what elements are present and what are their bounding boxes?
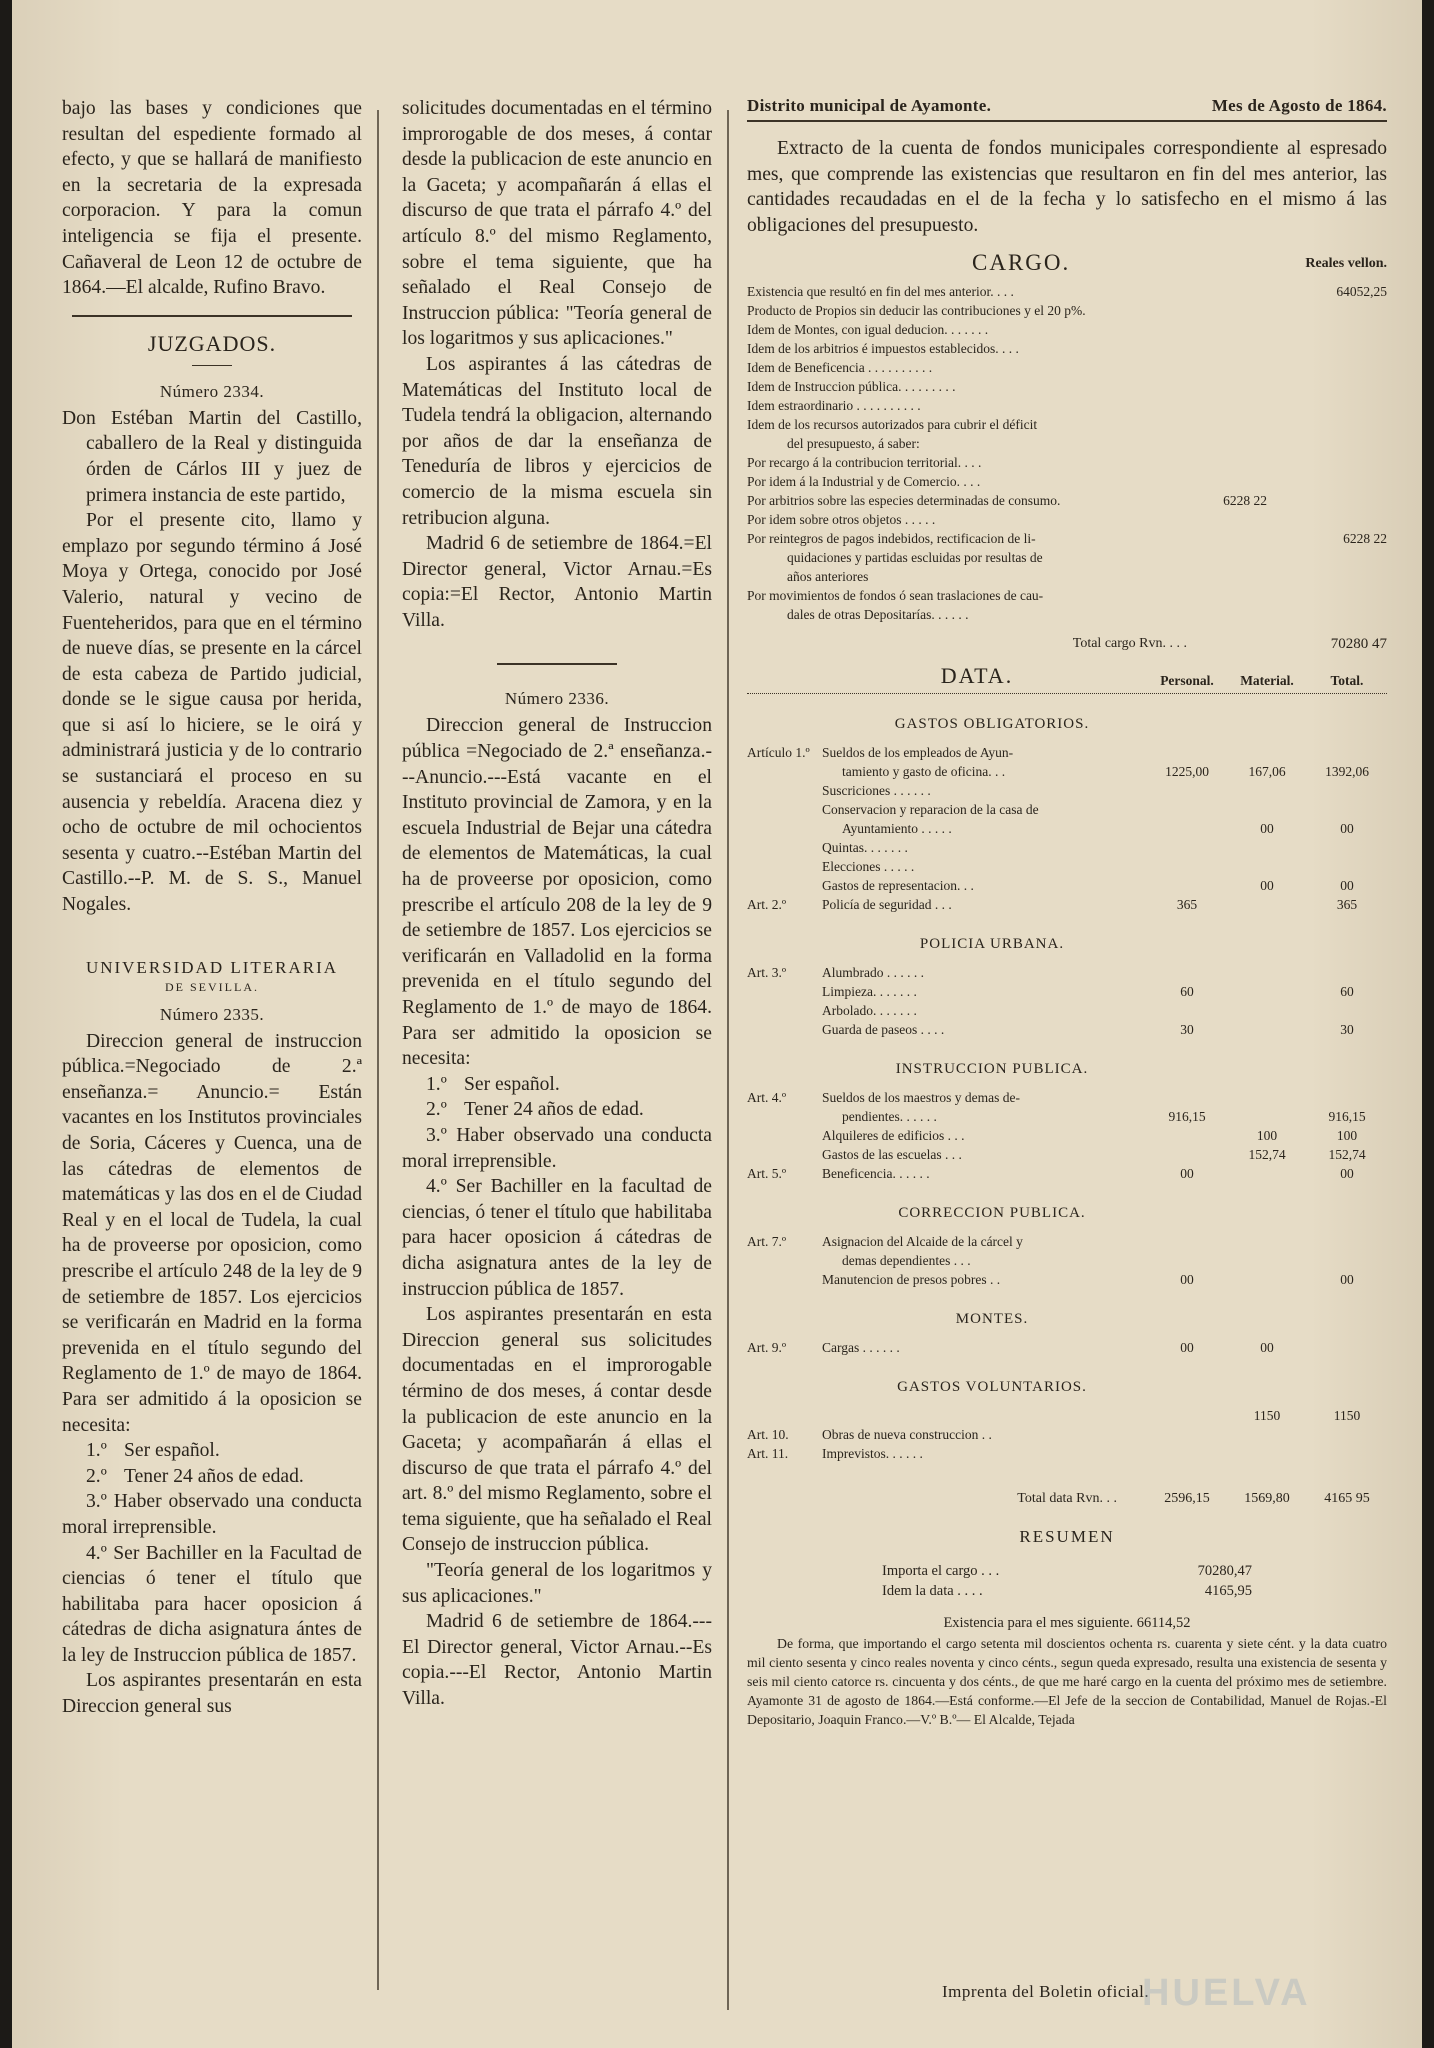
total-personal: 2596,15 [1164,1491,1210,1507]
cargo-row: dales de otras Depositarías. . . . . . [787,607,969,623]
cargo-row: Idem estraordinario . . . . . . . . . . [747,398,921,414]
data-row: Limpieza. . . . . . . 60 60 [822,984,1354,1000]
currency-label: Reales vellon. [1305,256,1387,272]
requirement: 2.º Tener 24 años de edad. [86,1465,304,1487]
requirement: 2.º Tener 24 años de edad. [426,1099,644,1121]
continuation-text: solicitudes documentadas en el término improrogable de dos meses, á contar desde la publicacion de este anuncio en la Gaceta; y acompañarán á ellas el discurso de que trata el párrafo 4.º del artículo 8.º del mismo Reglamento, sobre el tema siguiente, que ha señalado el Real Consejo de Instruccion pública: "Teoría general de los logaritmos y sus aplicaciones." [402,98,712,350]
column-3-accounts [747,96,1387,1729]
total-value: 70280 47 [1330,636,1387,653]
data-row: demas dependientes . . . [842,1253,971,1269]
separator [497,663,617,665]
data-row: Art. 4.º Sueldos de los maestros y demas de- [747,1090,1020,1106]
column-1 [62,96,362,1720]
data-row: Art. 10. Obras de nueva construccion . . [747,1427,992,1443]
university-heading: UNIVERSIDAD LITERARIA [85,957,339,977]
total-total: 4165 95 [1324,1491,1370,1507]
data-row: Ayuntamiento . . . . . 00 00 [842,821,1354,837]
intro-paragraph: bajo las bases y condiciones que resultan del espediente formado al efecto, y que se hallará de manifiesto en la secretaria de la expresada corporacion. Y para la comun inteligencia se fija el presente. Cañaveral de Leon 12 de octubre de 1864.—El alcalde, Rufino Bravo. [62,98,362,299]
notice-paragraph: Los aspirantes á las cátedras de Matemáticas del Instituto local de Tudela tendrá la obligacion, alternando por años de dar la enseñanza de Teneduría de libros y ejercicios de comercio de la misma escuela sin retribucion alguna. [402,353,712,529]
data-row: pendientes. . . . . . 916,15 916,15 [842,1109,1366,1125]
column-header-material: Material. [1240,673,1294,689]
cargo-row: Por idem á la Industrial y de Comercio. . . . [747,474,981,490]
requirement: 1.º Ser español. [426,1073,560,1095]
data-row: tamiento y gasto de oficina. . . 1225,00 167,06 1392,06 [842,764,1369,780]
column-divider [727,110,729,2010]
printer-imprint: Imprenta del Boletin oficial. [942,1982,1150,2001]
data-title: DATA. [940,663,1014,689]
total-label: Total cargo Rvn. . . . [1072,636,1187,652]
cargo-row: Idem de los arbitrios é impuestos establecidos. . . . [747,341,1019,357]
resumen-title: RESUMEN [1019,1527,1115,1547]
column-divider [377,110,379,1990]
requirement: 4.º Ser Bachiller en la facultad de ciencias, ó tener el título que habilitaba para hacer oposicion á cátedras de dicha asignatura antes de la ley de instruccion pública de 1857. [402,1176,712,1300]
data-row: Art. 9.º Cargas . . . . . . 00 00 [747,1340,1274,1356]
notice-body: Direccion general de instruccion pública.=Negociado de 2.ª enseñanza.= Anuncio.= Están vacantes en los Institutos provinciales de Soria, Cáceres y Cuenca, una de las cátedras de elementos de matemáticas y las dos en el de Ciudad Real y en el local de Tudela, la cual ha de proveerse por oposicion, como prescribe el artículo 248 de la ley de 9 de setiembre de 1857. Los ejercicios se verificarán en Madrid en la forma prevenida en el título segundo del Reglamento de 1.º de mayo de 1864. Para ser admitido á la oposicion se necesita: [62,1030,362,1436]
requirement: 1.º Ser español. [86,1440,220,1462]
cargo-row: Producto de Propios sin deducir las contribuciones y el 20 p%. [747,303,1086,319]
cargo-row: años anteriores [787,569,869,585]
requirement: 4.º Ser Bachiller en la Facultad de ciencias ó tener el título que habilitaba para hacer oposicion á cátedras de dicha asignatura ántes de la ley de Instruccion pública de 1857. [62,1542,362,1666]
notice-body: Direccion general de Instruccion pública =Negociado de 2.ª enseñanza.---Anuncio.---Está vacante en el Instituto provincial de Zamora, y en la escuela Industrial de Bejar una cátedra de elementos de Matemáticas, la cual ha de proveerse por oposicion, como prescribe el artículo 208 de la ley de 9 de setiembre de 1857. Los ejercicios se verificarán en Valladolid en la forma prevenida en el título segundo del Reglamento de 1.º de mayo de 1864. Para ser admitido la oposicion se necesita: [402,715,712,1070]
notice-paragraph: "Teoría general de los logaritmos y sus aplicaciones." [402,1560,712,1607]
data-row: 1150 1150 [1253,1408,1361,1424]
cargo-row: Idem de Instruccion pública. . . . . . . . . [747,379,956,395]
column-header-total: Total. [1330,673,1364,689]
newspaper-page [12,0,1422,2048]
separator [192,365,232,366]
cargo-row: Por idem sobre otros objetos . . . . . [747,512,936,528]
notice-paragraph: Los aspirantes presentarán en esta Direccion general sus solicitudes documentadas en el improrogable término de dos meses, á contar desde la publicacion de este anuncio en la Gaceta; y acompañarán á ellas el discurso de que trata el párrafo 4.º del art. 8.º del mismo Reglamento, sobre el tema siguiente, que ha señalado el Real Consejo de instruccion pública. [402,1304,712,1556]
data-row: Elecciones . . . . . [822,859,915,875]
data-group-title: MONTES. [955,1311,1029,1328]
university-subheading: DE SEVILLA. [165,979,259,994]
watermark-stamp: HUELVA [1142,1972,1311,2014]
data-row: Guarda de paseos . . . . 30 30 [822,1022,1354,1038]
cargo-ledger [747,282,1387,624]
cargo-row: quidaciones y partidas escluidas por resultas de [787,550,1043,566]
resumen-row: Idem la data . . . . 4165,95 [882,1583,1252,1600]
data-row: Suscriciones . . . . . . [822,783,931,799]
data-row: Arbolado. . . . . . . [822,1003,917,1019]
cargo-row: del presupuesto, á saber: [787,436,920,452]
notice-number: Número 2335. [159,1004,265,1024]
requirement: 3.º Haber observado una conducta moral irreprensible. [402,1124,712,1172]
cargo-row: Existencia que resultó en fin del mes anterior. . . . 64052,25 [747,284,1387,300]
requirement: 3.º Haber observado una conducta moral irreprensible. [62,1491,362,1538]
cargo-row: Idem de Montes, con igual deducion. . . . . . . [747,322,989,338]
data-group-title: GASTOS OBLIGATORIOS. [894,716,1090,733]
resumen-row: Importa el cargo . . . 70280,47 [882,1563,1252,1580]
cargo-row: Por recargo á la contribucion territorial. . . . [747,455,982,471]
cargo-row: Idem de los recursos autorizados para cubrir el déficit [747,417,1038,433]
section-heading: JUZGADOS. [147,330,277,356]
account-intro: Extracto de la cuenta de fondos municipales correspondiente al espresado mes, que comprende las existencias que resultaron en fin del mes anterior, las cantidades recaudadas en el de la fecha y lo satisfecho en el mismo á las obligaciones del presupuesto. [747,138,1387,236]
data-ledger [747,716,1387,1463]
data-heading [747,663,1387,694]
cargo-row: Por reintegros de pagos indebidos, rectificacion de li- 6228 22 [747,531,1387,547]
edict-name: Don Estéban Martin del Castillo, caballero de la Real y distinguida órden de Cárlos III y juez de primera instancia de este partido, [62,407,362,506]
data-group-title: POLICIA URBANA. [919,936,1065,953]
account-header [747,96,1387,122]
data-group-title: CORRECCION PUBLICA. [898,1205,1086,1222]
existencia-line: Existencia para el mes siguiente. 66114,52 [943,1615,1191,1632]
column-header-personal: Personal. [1160,673,1214,689]
district-title: Distrito municipal de Ayamonte. [747,96,992,115]
data-row: Art. 3.º Alumbrado . . . . . . [747,965,924,981]
separator [72,315,352,317]
cargo-row: Por arbitrios sobre las especies determinadas de consumo. 6228 22 [747,493,1267,509]
data-group-title: GASTOS VOLUNTARIOS. [897,1379,1087,1396]
total-label: Total data Rvn. . . [1017,1491,1117,1507]
data-row: Quintas. . . . . . . [822,840,908,856]
data-row: Gastos de las escuelas . . . 152,74 152,74 [822,1147,1366,1163]
data-group-title: INSTRUCCION PUBLICA. [895,1061,1089,1078]
data-row: Art. 7.º Asignacion del Alcaide de la cárcel y [747,1234,1023,1250]
data-row: Art. 2.º Policía de seguridad . . . 365 365 [747,897,1358,913]
data-row: Gastos de representacion. . . 00 00 [822,878,1354,894]
closing-paragraph: De forma, que importando el cargo setenta mil doscientos ochenta rs. cuarenta y siete cént. y la data cuatro mil ciento sesenta y cinco reales noventa y cinco cénts., segun queda expresado, resulta una existencia de sesenta y seis mil ciento catorce rs. cincuenta y dos cénts., de que me haré cargo en la cuenta del próximo mes de setiembre. Ayamonte 31 de agosto de 1864.—Está conforme.—El Jefe de la seccion de Contabilidad, Manuel de Rojas.-El Depositario, Joaquin Franco.—V.º B.º— El Alcalde, Tejada [747,1636,1387,1728]
data-row: Art. 5.º Beneficencia. . . . . . 00 00 [747,1166,1354,1182]
notice-number: Número 2334. [159,381,265,401]
data-total [747,1491,1387,1507]
data-row: Alquileres de edificios . . . 100 100 [822,1128,1358,1144]
cargo-title: CARGO. [972,250,1071,276]
data-row: Manutencion de presos pobres . . 00 00 [822,1272,1354,1288]
continuation-text: Los aspirantes presentarán en esta Direccion general sus [62,1670,362,1718]
notice-number: Número 2336. [504,689,610,709]
column-2 [402,96,712,1712]
month-title: Mes de Agosto de 1864. [1211,96,1387,115]
cargo-row: Idem de Beneficencia . . . . . . . . . . [747,360,933,376]
edict-body: Por el presente cito, llamo y emplazo por segundo término á José Moya y Ortega, conocido por José Valerio, natural y vecino de Fuenteheridos, para que en el término de nueve días, se presente en la cárcel de esta cabeza de Partido judicial, donde se le sigue causa por herida, que si así lo hiciere, se le oirá y administrará justicia y de lo contrario se sustanciará el proceso en su ausencia y rebeldía. Aracena diez y ocho de octubre de mil ochocientos sesenta y cuatro.--Estéban Martin del Castillo.--P. M. de S. S., Manuel Nogales. [62,510,362,916]
cargo-total [747,636,1387,653]
data-row: Artículo 1.º Sueldos de los empleados de Ayun- [747,745,1014,761]
cargo-heading [747,246,1387,282]
data-row: Art. 11. Imprevistos. . . . . . [747,1446,923,1462]
notice-signature: Madrid 6 de setiembre de 1864.---El Director general, Victor Arnau.--Es copia.---El Rector, Antonio Martin Villa. [402,1611,712,1710]
notice-signature: Madrid 6 de setiembre de 1864.=El Director general, Victor Arnau.=Es copia:=El Rector, Antonio Martin Villa. [402,533,712,631]
total-material: 1569,80 [1244,1491,1290,1507]
cargo-row: Por movimientos de fondos ó sean traslaciones de cau- [747,588,1044,604]
data-row: Conservacion y reparacion de la casa de [822,802,1039,818]
